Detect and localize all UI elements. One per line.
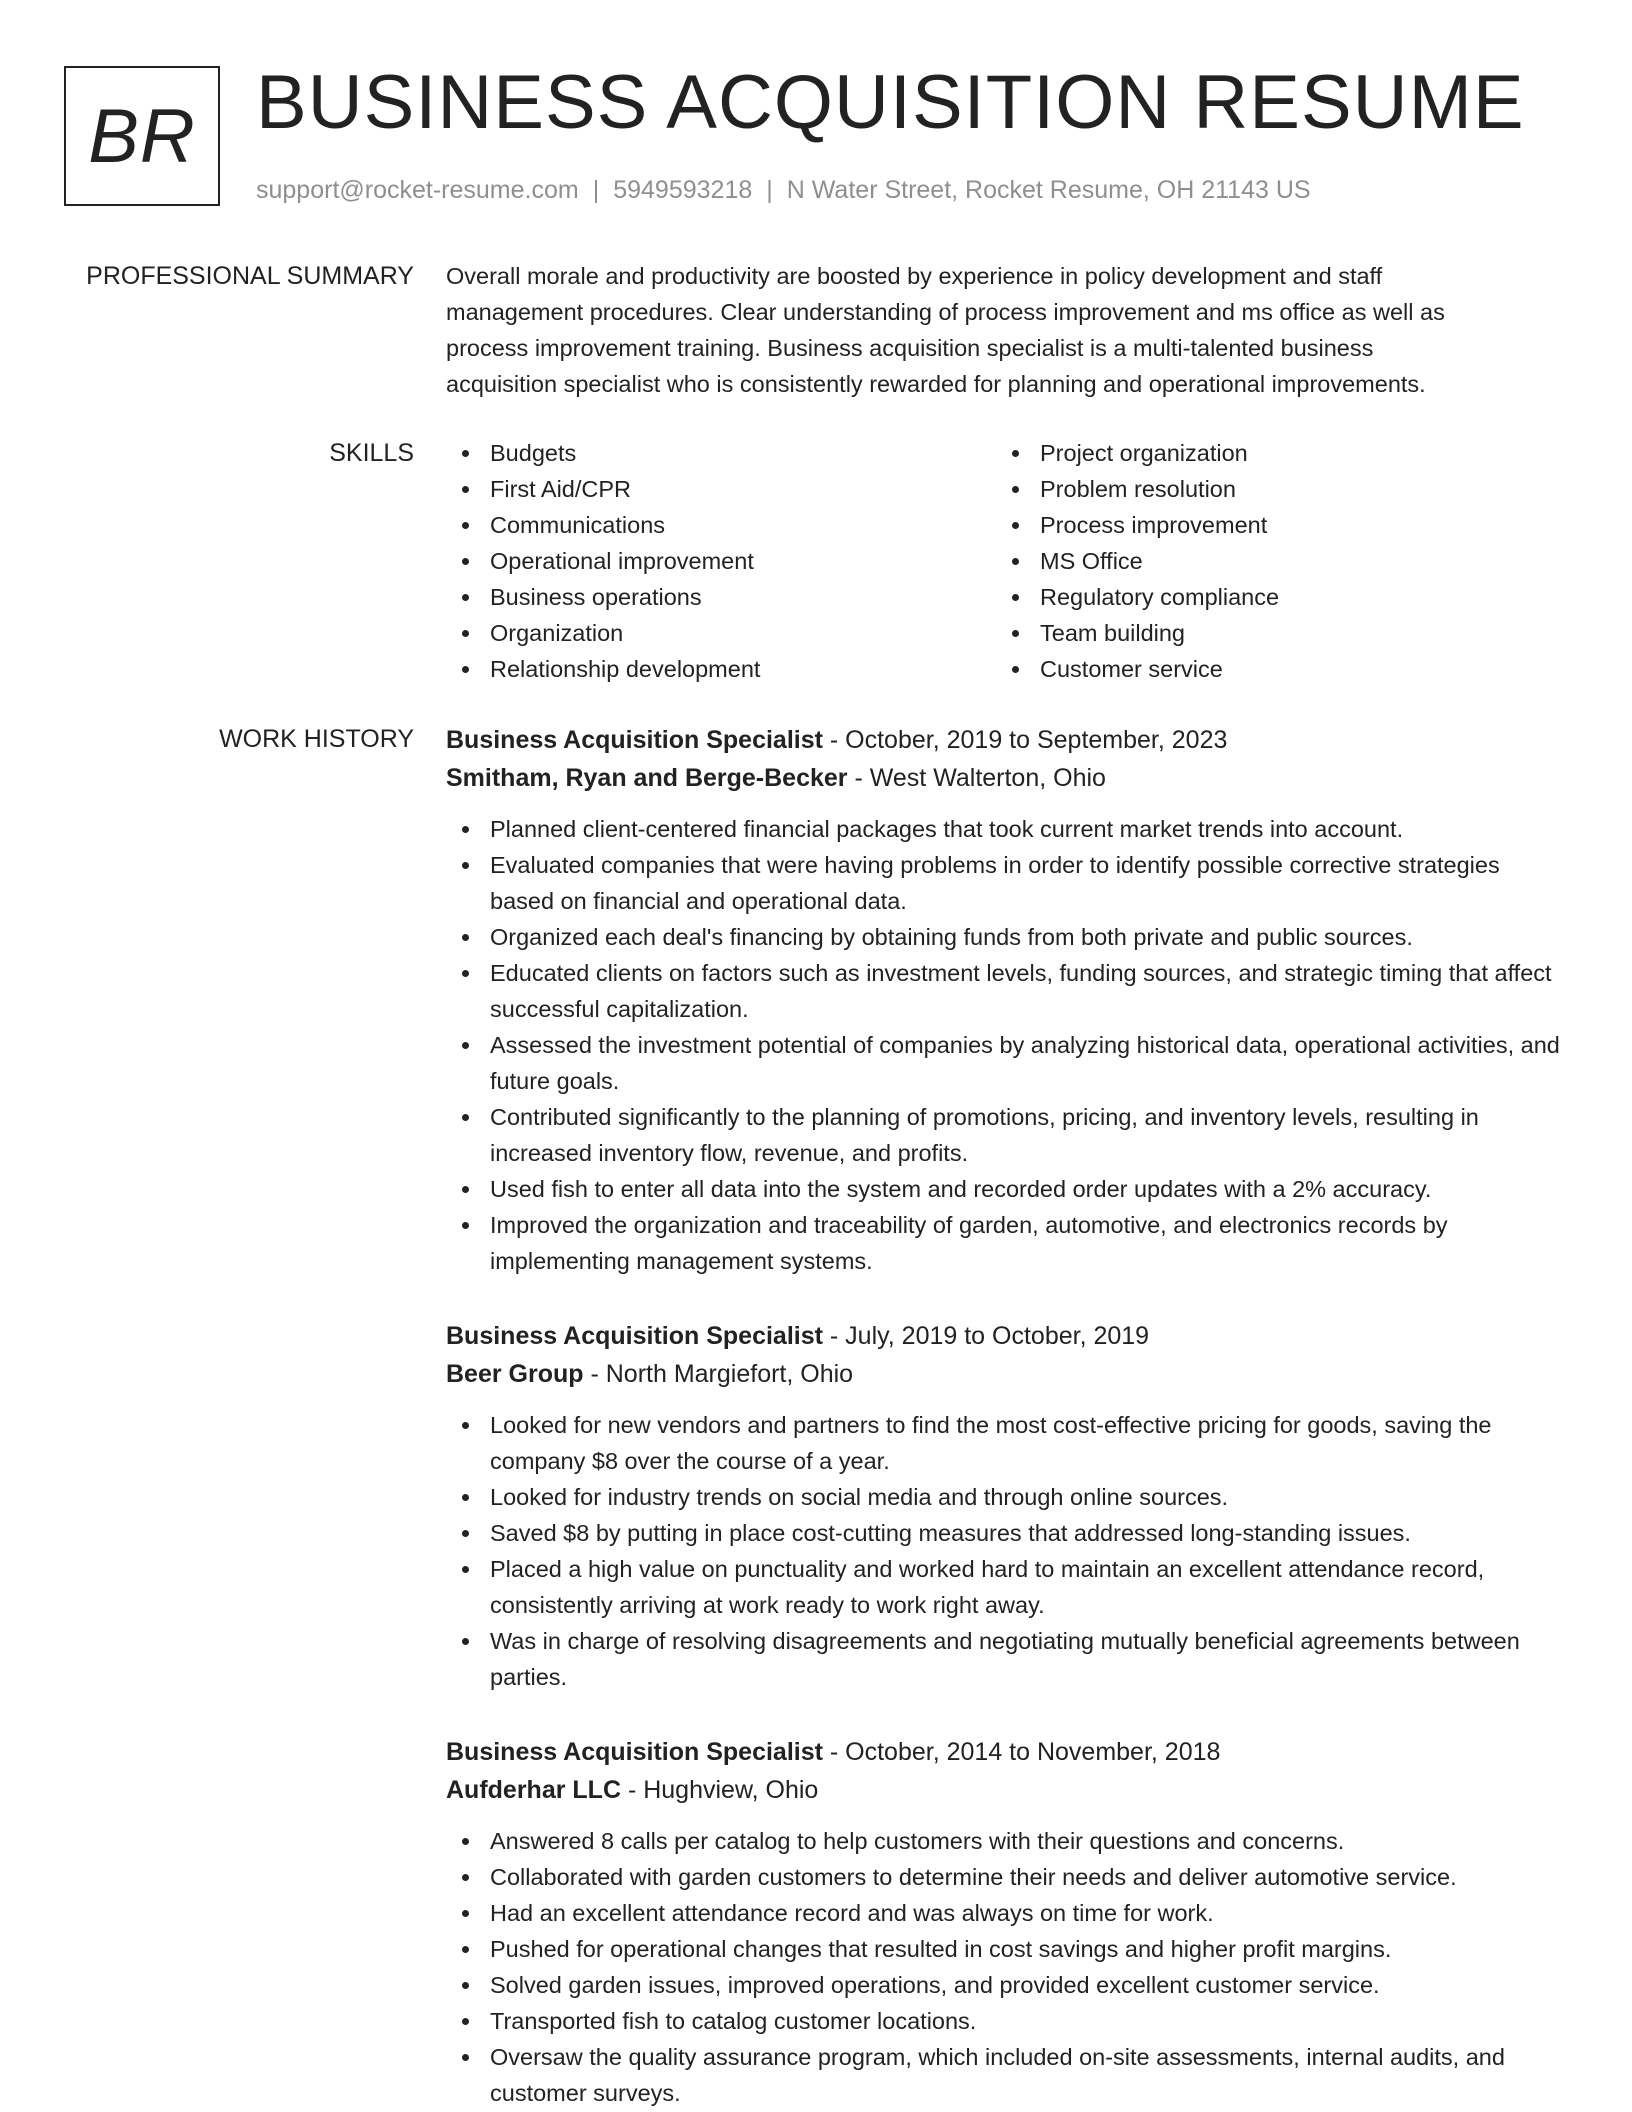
summary-line: process improvement training. Business acquisition specialist is a multi-talented business: [446, 335, 1374, 361]
job-company: Aufderhar LLC: [446, 1776, 621, 1804]
skills-list-left: [446, 435, 760, 687]
job-bullet: Oversaw the quality assurance program, which included on-site assessments, internal audits, and customer surveys.: [446, 2039, 1570, 2111]
job-bullet: Saved $8 by putting in place cost-cutting measures that addressed long-standing issues.: [446, 1515, 1570, 1551]
job-bullet: Planned client-centered financial packages that took current market trends into account.: [446, 811, 1570, 847]
job-dates: - July, 2019 to October, 2019: [822, 1322, 1150, 1350]
job-company-line: [446, 1771, 1570, 1809]
resume-title: BUSINESS ACQUISITION RESUME: [256, 60, 1525, 145]
job-entry: [446, 721, 1570, 1279]
job-entry: [446, 1733, 1570, 2111]
skill-item: MS Office: [996, 543, 1279, 579]
job-title-line: [446, 1317, 1570, 1355]
skill-item: Organization: [446, 615, 760, 651]
job-bullet: Transported fish to catalog customer locations.: [446, 2003, 1570, 2039]
contact-phone[interactable]: 5949593218: [613, 176, 753, 204]
job-bullets: [446, 811, 1570, 1279]
job-bullet: Evaluated companies that were having problems in order to identify possible corrective strategies based on financial and operational data.: [446, 847, 1570, 919]
skill-item: Business operations: [446, 579, 760, 615]
job-title: Business Acquisition Specialist: [446, 1738, 823, 1766]
job-bullet: Organized each deal's financing by obtaining funds from both private and public sources.: [446, 919, 1570, 955]
summary-line: acquisition specialist who is consistently rewarded for planning and operational improvements.: [446, 371, 1426, 397]
summary-line: Overall morale and productivity are boosted by experience in policy development and staff: [446, 263, 1383, 289]
job-location: - North Margiefort, Ohio: [583, 1360, 854, 1388]
job-bullet: Placed a high value on punctuality and worked hard to maintain an excellent attendance record, consistently arriving at work ready to work right away.: [446, 1551, 1570, 1623]
job-company-line: [446, 759, 1570, 797]
contact-address: N Water Street, Rocket Resume, OH 21143 US: [786, 176, 1311, 204]
contact-email[interactable]: support@rocket-resume.com: [256, 176, 579, 204]
job-entry: [446, 1317, 1570, 1695]
job-title-line: [446, 721, 1570, 759]
skill-item: Relationship development: [446, 651, 760, 687]
job-bullet: Pushed for operational changes that resulted in cost savings and higher profit margins.: [446, 1931, 1570, 1967]
job-location: - Hughview, Ohio: [621, 1776, 819, 1804]
skill-item: Project organization: [996, 435, 1279, 471]
job-bullet: Was in charge of resolving disagreements and negotiating mutually beneficial agreements between parties.: [446, 1623, 1570, 1695]
skills-list-right: [996, 435, 1279, 687]
skill-item: Regulatory compliance: [996, 579, 1279, 615]
monogram-initials: BR: [88, 93, 196, 179]
skill-item: Problem resolution: [996, 471, 1279, 507]
job-company-line: [446, 1355, 1570, 1393]
job-bullet: Assessed the investment potential of companies by analyzing historical data, operational activities, and future goals.: [446, 1027, 1570, 1099]
job-bullet: Looked for new vendors and partners to find the most cost-effective pricing for goods, saving the company $8 over the course of a year.: [446, 1407, 1570, 1479]
skill-item: Customer service: [996, 651, 1279, 687]
job-dates: - October, 2019 to September, 2023: [822, 726, 1228, 754]
summary-text: [446, 258, 1570, 402]
job-bullet: Used fish to enter all data into the system and recorded order updates with a 2% accuracy.: [446, 1171, 1570, 1207]
job-bullet: Had an excellent attendance record and was always on time for work.: [446, 1895, 1570, 1931]
skill-item: First Aid/CPR: [446, 471, 760, 507]
job-bullets: [446, 1823, 1570, 2111]
contact-line: [256, 174, 1311, 206]
job-bullet: Contributed significantly to the planning of promotions, pricing, and inventory levels, resulting in increased inventory flow, revenue, and profits.: [446, 1099, 1570, 1171]
summary-line: management procedures. Clear understanding of process improvement and ms office as well as: [446, 299, 1445, 325]
skill-item: Budgets: [446, 435, 760, 471]
summary-body: [446, 258, 1570, 402]
contact-separator: |: [766, 176, 773, 204]
job-title-line: [446, 1733, 1570, 1771]
section-label-work-history: WORK HISTORY: [219, 725, 414, 753]
job-bullet: Looked for industry trends on social media and through online sources.: [446, 1479, 1570, 1515]
section-label-summary: PROFESSIONAL SUMMARY: [86, 262, 414, 290]
job-bullets: [446, 1407, 1570, 1695]
monogram-logo: [64, 66, 220, 206]
section-label-skills: SKILLS: [329, 439, 414, 467]
job-bullet: Improved the organization and traceability of garden, automotive, and electronics records by implementing management systems.: [446, 1207, 1570, 1279]
skill-item: Team building: [996, 615, 1279, 651]
job-bullet: Educated clients on factors such as investment levels, funding sources, and strategic timing that affect successful capitalization.: [446, 955, 1570, 1027]
job-title: Business Acquisition Specialist: [446, 726, 823, 754]
job-company: Smitham, Ryan and Berge-Becker: [446, 764, 848, 792]
job-bullet: Collaborated with garden customers to determine their needs and deliver automotive service.: [446, 1859, 1570, 1895]
contact-separator: |: [592, 176, 600, 204]
job-bullet: Solved garden issues, improved operations, and provided excellent customer service.: [446, 1967, 1570, 2003]
job-dates: - October, 2014 to November, 2018: [822, 1738, 1221, 1766]
skill-item: Process improvement: [996, 507, 1279, 543]
job-location: - West Walterton, Ohio: [847, 764, 1106, 792]
skill-item: Operational improvement: [446, 543, 760, 579]
job-title: Business Acquisition Specialist: [446, 1322, 823, 1350]
job-company: Beer Group: [446, 1360, 584, 1388]
skill-item: Communications: [446, 507, 760, 543]
job-bullet: Answered 8 calls per catalog to help customers with their questions and concerns.: [446, 1823, 1570, 1859]
